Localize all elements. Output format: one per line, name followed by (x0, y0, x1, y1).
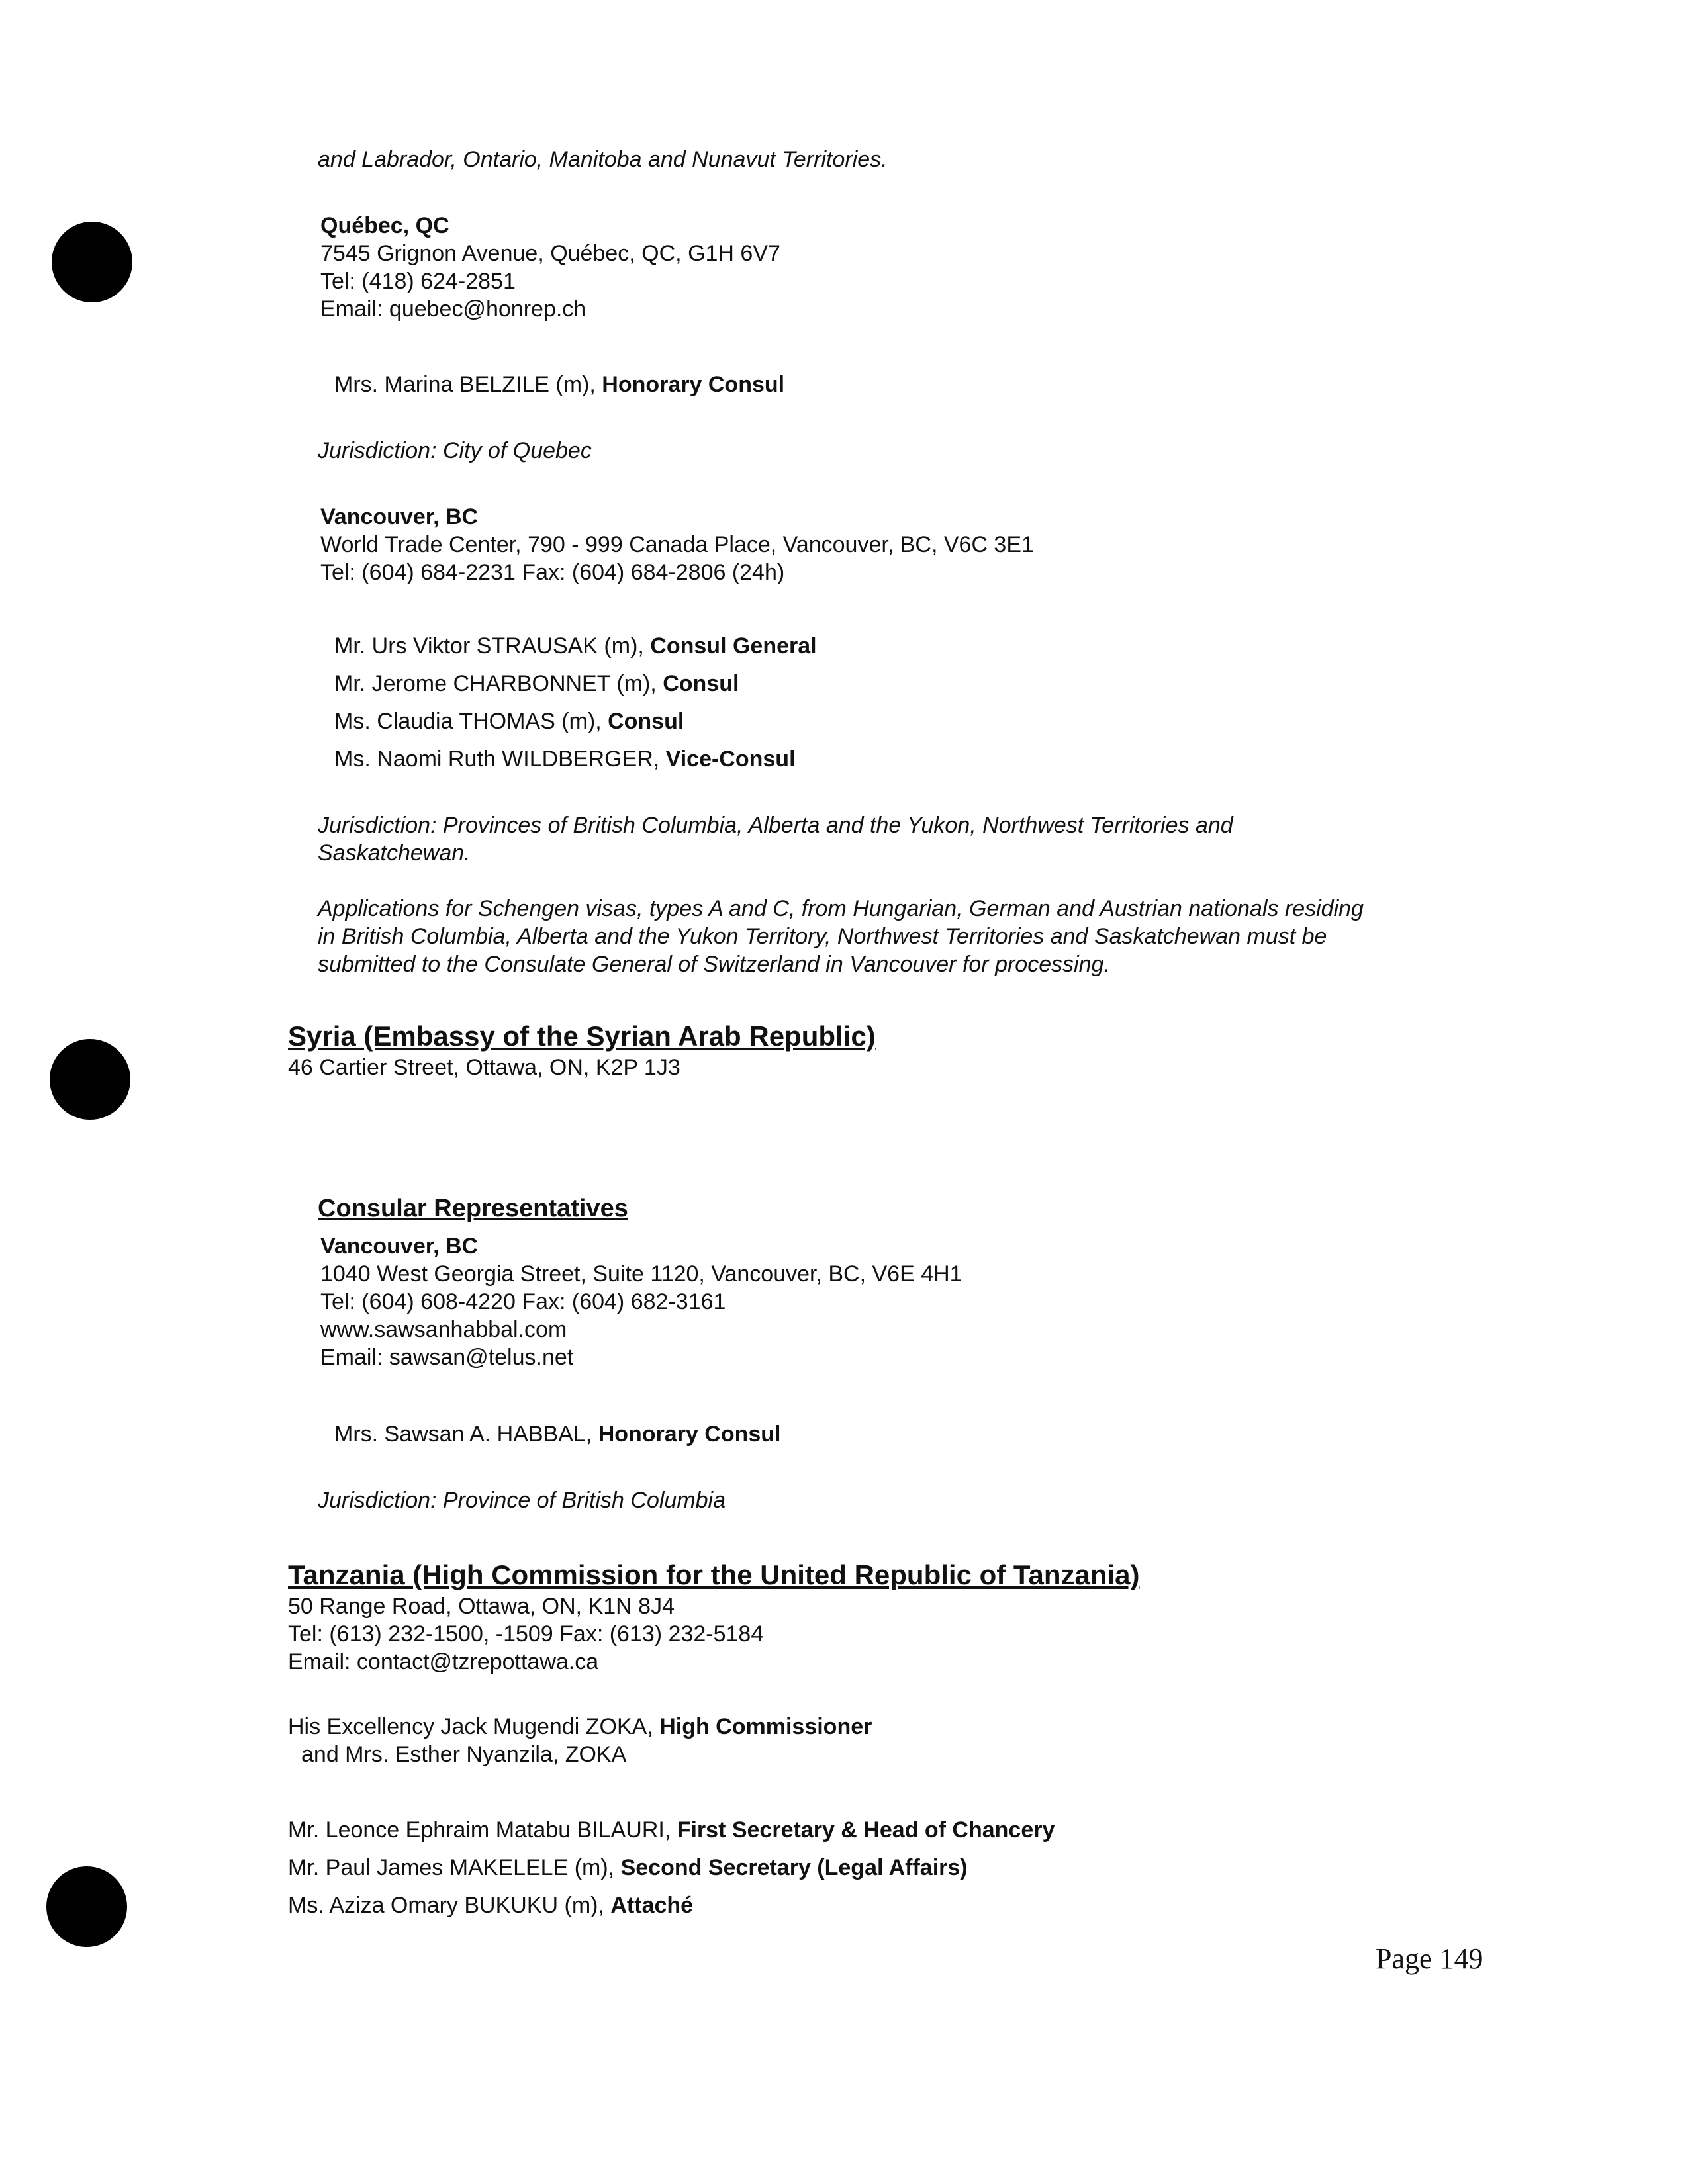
vancouver-jurisdiction-line: Saskatchewan. (318, 841, 471, 866)
official-entry (334, 1420, 781, 1448)
tanzania-address: 50 Range Road, Ottawa, ON, K1N 8J4 (288, 1594, 675, 1619)
schengen-visa-note (318, 895, 1364, 978)
official-title: Consul (608, 709, 684, 734)
official-title: Consul General (650, 633, 817, 659)
intro-jurisdiction-tail: and Labrador, Ontario, Manitoba and Nunavut Territories. (318, 147, 888, 172)
syria-consulate-address: 1040 West Georgia Street, Suite 1120, Vancouver, BC, V6E 4H1 (320, 1261, 962, 1287)
head-of-mission-name: His Excellency Jack Mugendi ZOKA, (288, 1714, 660, 1739)
official-name: Mr. Urs Viktor STRAUSAK (m), (334, 633, 651, 659)
official-name: Mrs. Sawsan A. HABBAL, (334, 1422, 598, 1447)
quebec-jurisdiction: Jurisdiction: City of Quebec (318, 438, 592, 463)
vancouver-tel-fax: Tel: (604) 684-2231 Fax: (604) 684-2806 (24h) (320, 560, 785, 585)
vancouver-jurisdiction-line: Jurisdiction: Provinces of British Columbia, Alberta and the Yukon, Northwest Territories and (318, 813, 1233, 838)
syria-consulate-website: www.sawsanhabbal.com (320, 1317, 567, 1342)
head-of-mission-title: High Commissioner (659, 1714, 872, 1739)
quebec-email: Email: quebec@honrep.ch (320, 296, 586, 322)
quebec-tel: Tel: (418) 624-2851 (320, 269, 516, 294)
syria-consulate-city: Vancouver, BC (320, 1234, 479, 1259)
official-title: Attaché (610, 1893, 694, 1918)
official-entry (288, 1854, 968, 1882)
official-name: Ms. Aziza Omary BUKUKU (m), (288, 1893, 611, 1918)
official-title: Consul (663, 671, 739, 696)
binder-hole-bottom (46, 1866, 127, 1947)
official-entry (334, 707, 684, 735)
syria-consulate-email: Email: sawsan@telus.net (320, 1345, 574, 1370)
vancouver-address: World Trade Center, 790 - 999 Canada Place, Vancouver, BC, V6C 3E1 (320, 532, 1034, 557)
official-entry (334, 745, 796, 773)
syria-consulate-tel-fax: Tel: (604) 608-4220 Fax: (604) 682-3161 (320, 1289, 726, 1314)
syria-heading: Syria (Embassy of the Syrian Arab Republic) (288, 1021, 876, 1052)
official-name: Mr. Leonce Ephraim Matabu BILAURI, (288, 1817, 677, 1843)
tanzania-email: Email: contact@tzrepottawa.ca (288, 1649, 599, 1674)
vancouver-address-block (320, 503, 1034, 586)
official-entry (288, 1816, 1055, 1844)
tanzania-head-of-mission (288, 1713, 872, 1768)
page-number: Page 149 (1376, 1942, 1483, 1975)
quebec-address: 7545 Grignon Avenue, Québec, QC, G1H 6V7 (320, 241, 780, 266)
tanzania-address-block (288, 1592, 763, 1676)
syria-jurisdiction: Jurisdiction: Province of British Columbia (318, 1488, 726, 1513)
schengen-note-line: in British Columbia, Alberta and the Yukon Territory, Northwest Territories and Saskatchewan must be (318, 924, 1327, 949)
syria-address: 46 Cartier Street, Ottawa, ON, K2P 1J3 (288, 1055, 680, 1080)
quebec-city: Québec, QC (320, 213, 449, 238)
official-title: Second Secretary (Legal Affairs) (620, 1855, 968, 1880)
official-name: Mr. Paul James MAKELELE (m), (288, 1855, 621, 1880)
quebec-address-block (320, 212, 780, 323)
binder-hole-top (52, 222, 132, 302)
official-name: Ms. Naomi Ruth WILDBERGER, (334, 747, 666, 772)
official-title: Vice-Consul (665, 747, 796, 772)
official-name: Mr. Jerome CHARBONNET (m), (334, 671, 663, 696)
syria-consulate-block (320, 1232, 962, 1371)
official-name: Mrs. Marina BELZILE (m), (334, 372, 602, 397)
official-entry (334, 670, 739, 698)
official-title: First Secretary & Head of Chancery (677, 1817, 1055, 1843)
official-entry (334, 371, 784, 398)
official-title: Honorary Consul (602, 372, 785, 397)
vancouver-jurisdiction (318, 811, 1233, 867)
schengen-note-line: Applications for Schengen visas, types A and C, from Hungarian, German and Austrian nationals residing (318, 896, 1364, 921)
vancouver-city: Vancouver, BC (320, 504, 479, 529)
official-entry (288, 1891, 693, 1919)
schengen-note-line: submitted to the Consulate General of Switzerland in Vancouver for processing. (318, 952, 1110, 977)
official-title: Honorary Consul (598, 1422, 781, 1447)
tanzania-tel-fax: Tel: (613) 232-1500, -1509 Fax: (613) 232-5184 (288, 1621, 764, 1647)
head-of-mission-spouse: and Mrs. Esther Nyanzila, ZOKA (301, 1742, 627, 1767)
official-entry (334, 632, 817, 660)
binder-hole-middle (50, 1039, 130, 1120)
official-name: Ms. Claudia THOMAS (m), (334, 709, 608, 734)
consular-representatives-heading: Consular Representatives (318, 1195, 628, 1222)
tanzania-heading: Tanzania (High Commission for the United Republic of Tanzania) (288, 1559, 1140, 1590)
